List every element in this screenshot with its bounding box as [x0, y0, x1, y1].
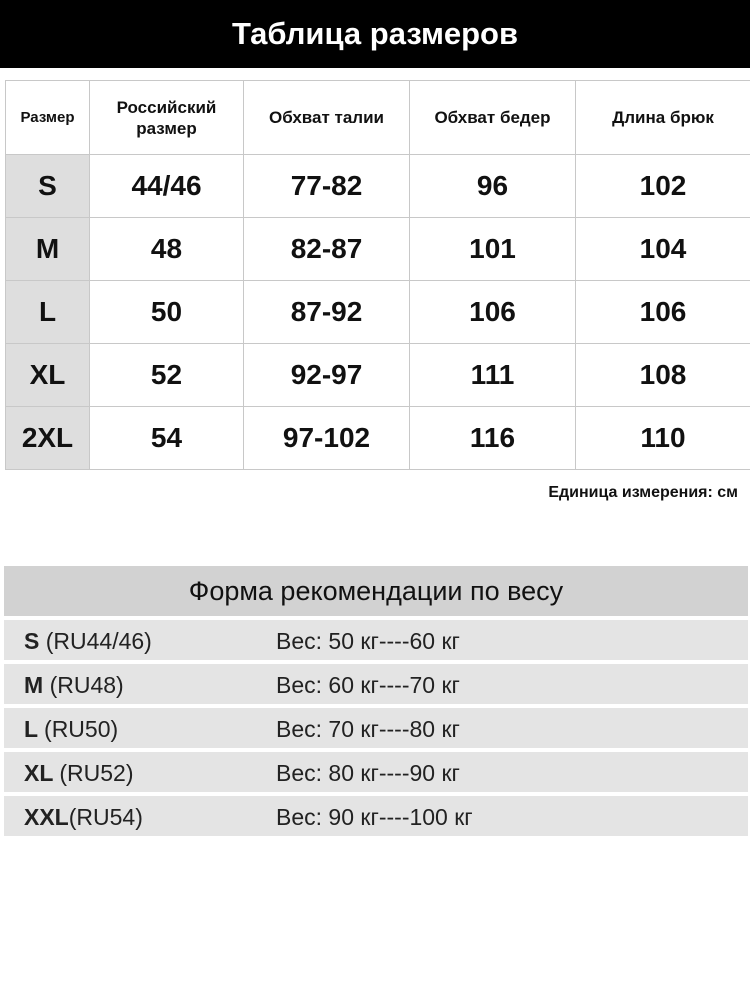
weight-row: [4, 620, 748, 660]
weight-row-size: [24, 760, 134, 787]
ru-size-cell: 48: [90, 218, 244, 281]
size-cell: M: [6, 218, 90, 281]
weight-ru-label: (RU48): [49, 672, 124, 698]
weight-row: [4, 664, 748, 704]
length-cell: 102: [576, 155, 750, 218]
weight-row-size: [24, 716, 118, 743]
weight-range: Вес: 50 кг----60 кг: [276, 628, 460, 654]
weight-row-size: [24, 804, 143, 831]
weight-size-label: XL: [24, 760, 53, 786]
header-length: Длина брюк: [576, 81, 750, 155]
weight-row: [4, 708, 748, 748]
length-cell: 108: [576, 344, 750, 407]
length-cell: 104: [576, 218, 750, 281]
weight-form-title: Форма рекомендации по весу: [4, 566, 748, 616]
weight-size-label: M: [24, 672, 44, 698]
size-cell: XL: [6, 344, 90, 407]
ru-size-cell: 52: [90, 344, 244, 407]
unit-note: Единица измерения: см: [548, 484, 738, 501]
table-row: [6, 344, 750, 407]
weight-range: Вес: 60 кг----70 кг: [276, 672, 460, 698]
weight-row-size: [24, 628, 152, 655]
length-cell: 106: [576, 281, 750, 344]
weight-range: Вес: 80 кг----90 кг: [276, 760, 460, 786]
weight-ru-label: (RU52): [59, 760, 134, 786]
weight-size-label: S: [24, 628, 40, 654]
ru-size-cell: 50: [90, 281, 244, 344]
size-table: [5, 80, 750, 470]
ru-size-cell: 54: [90, 407, 244, 470]
waist-cell: 97-102: [244, 407, 410, 470]
weight-range: Вес: 70 кг----80 кг: [276, 716, 460, 742]
hips-cell: 116: [410, 407, 576, 470]
waist-cell: 77-82: [244, 155, 410, 218]
weight-recommendation: [4, 566, 748, 836]
page-title: Таблица размеров: [0, 0, 750, 68]
hips-cell: 106: [410, 281, 576, 344]
table-row: [6, 281, 750, 344]
weight-size-label: XXL: [24, 804, 69, 830]
header-ru-size: Российский размер: [90, 81, 244, 155]
waist-cell: 87-92: [244, 281, 410, 344]
hips-cell: 96: [410, 155, 576, 218]
weight-row: [4, 796, 748, 836]
length-cell: 110: [576, 407, 750, 470]
size-cell: S: [6, 155, 90, 218]
waist-cell: 92-97: [244, 344, 410, 407]
table-row: [6, 155, 750, 218]
weight-size-label: L: [24, 716, 38, 742]
waist-cell: 82-87: [244, 218, 410, 281]
header-waist: Обхват талии: [244, 81, 410, 155]
ru-size-cell: 44/46: [90, 155, 244, 218]
size-table-header-row: [6, 81, 750, 155]
hips-cell: 111: [410, 344, 576, 407]
table-row: [6, 407, 750, 470]
header-hips: Обхват бедер: [410, 81, 576, 155]
weight-row: [4, 752, 748, 792]
weight-ru-label: (RU44/46): [45, 628, 152, 654]
table-row: [6, 218, 750, 281]
weight-row-size: [24, 672, 124, 699]
header-size: Размер: [6, 81, 90, 155]
weight-ru-label: (RU54): [68, 804, 143, 830]
size-cell: 2XL: [6, 407, 90, 470]
weight-range: Вес: 90 кг----100 кг: [276, 804, 473, 830]
size-cell: L: [6, 281, 90, 344]
weight-ru-label: (RU50): [44, 716, 119, 742]
hips-cell: 101: [410, 218, 576, 281]
